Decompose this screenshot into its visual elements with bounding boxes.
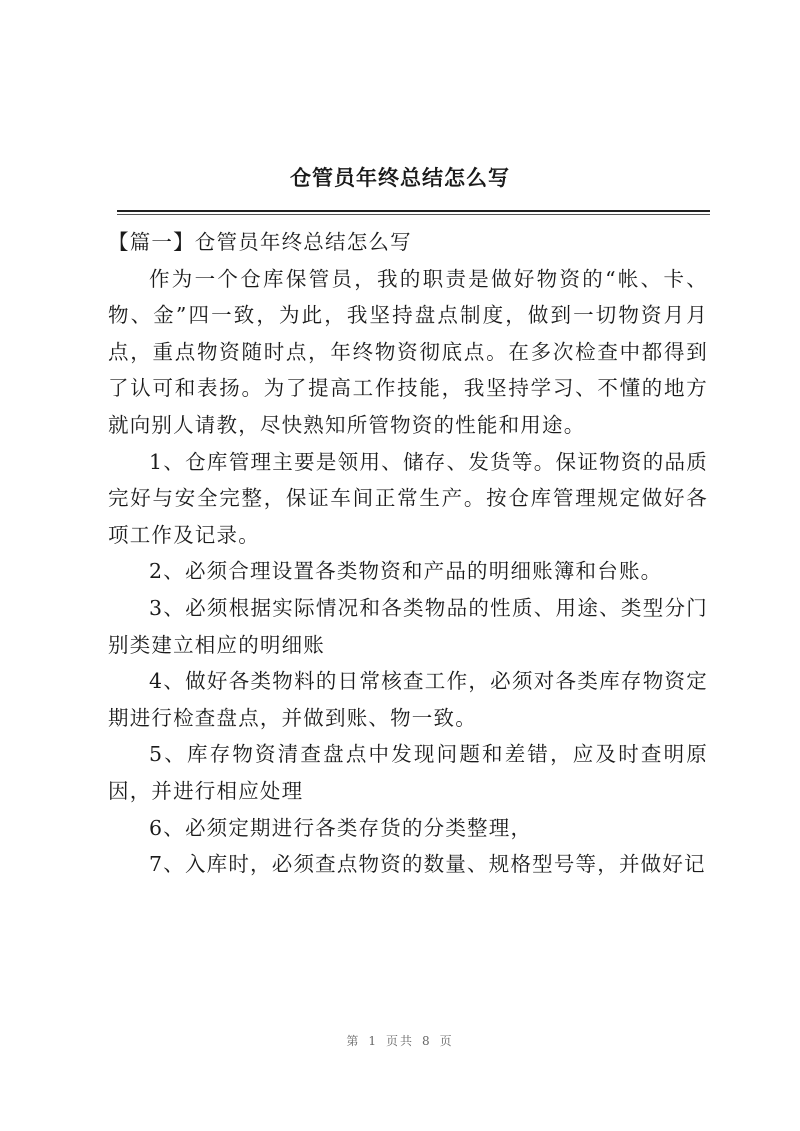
paragraph-item-6: 6、必须定期进行各类存货的分类整理， xyxy=(149,815,533,840)
footer-suffix: 页 xyxy=(439,1034,454,1048)
paragraph-item-7: 7、入库时，必须查点物资的数量、规格型号等，并做好记 xyxy=(149,852,706,877)
title-rule-thick xyxy=(117,210,710,212)
document-title: 仓管员年终总结怎么写 xyxy=(290,165,510,190)
footer-page-number: 1 xyxy=(368,1034,378,1048)
paragraph-item-3: 3、必须根据实际情况和各类物品的性质、用途、类型分门别类建立相应的明细账 xyxy=(108,595,708,657)
footer-total-pages: 8 xyxy=(422,1034,432,1048)
document-body xyxy=(108,224,708,883)
paragraph-item-5: 5、库存物资清查盘点中发现问题和差错，应及时查明原因，并进行相应处理 xyxy=(108,742,708,803)
section-heading: 【篇一】仓管员年终总结怎么写 xyxy=(108,230,412,254)
paragraph-item-1: 1、仓库管理主要是领用、储存、发货等。保证物资的品质完好与安全完整，保证车间正常生产。按仓库管理规定做好各项工作及记录。 xyxy=(108,449,708,547)
footer-prefix: 第 xyxy=(346,1034,361,1048)
page-footer xyxy=(0,1032,800,1049)
paragraph-item-4: 4、做好各类物料的日常核查工作，必须对各类库存物资定期进行检查盘点，并做到账、物一致。 xyxy=(108,669,708,730)
footer-middle: 页共 xyxy=(385,1034,414,1048)
title-rule-thin xyxy=(117,214,710,215)
paragraph-item-2: 2、必须合理设置各类物资和产品的明细账簿和台账。 xyxy=(149,559,663,584)
paragraph-intro: 作为一个仓库保管员，我的职责是做好物资的“帐、卡、物、金”四一致，为此，我坚持盘点制度，做到一切物资月月点，重点物资随时点，年终物资彻底点。在多次检查中都得到了认可和表扬。为了提高工作技能，我坚持学习、不懂的地方就向别人请教，尽快熟知所管物资的性能和用途。 xyxy=(108,266,708,437)
